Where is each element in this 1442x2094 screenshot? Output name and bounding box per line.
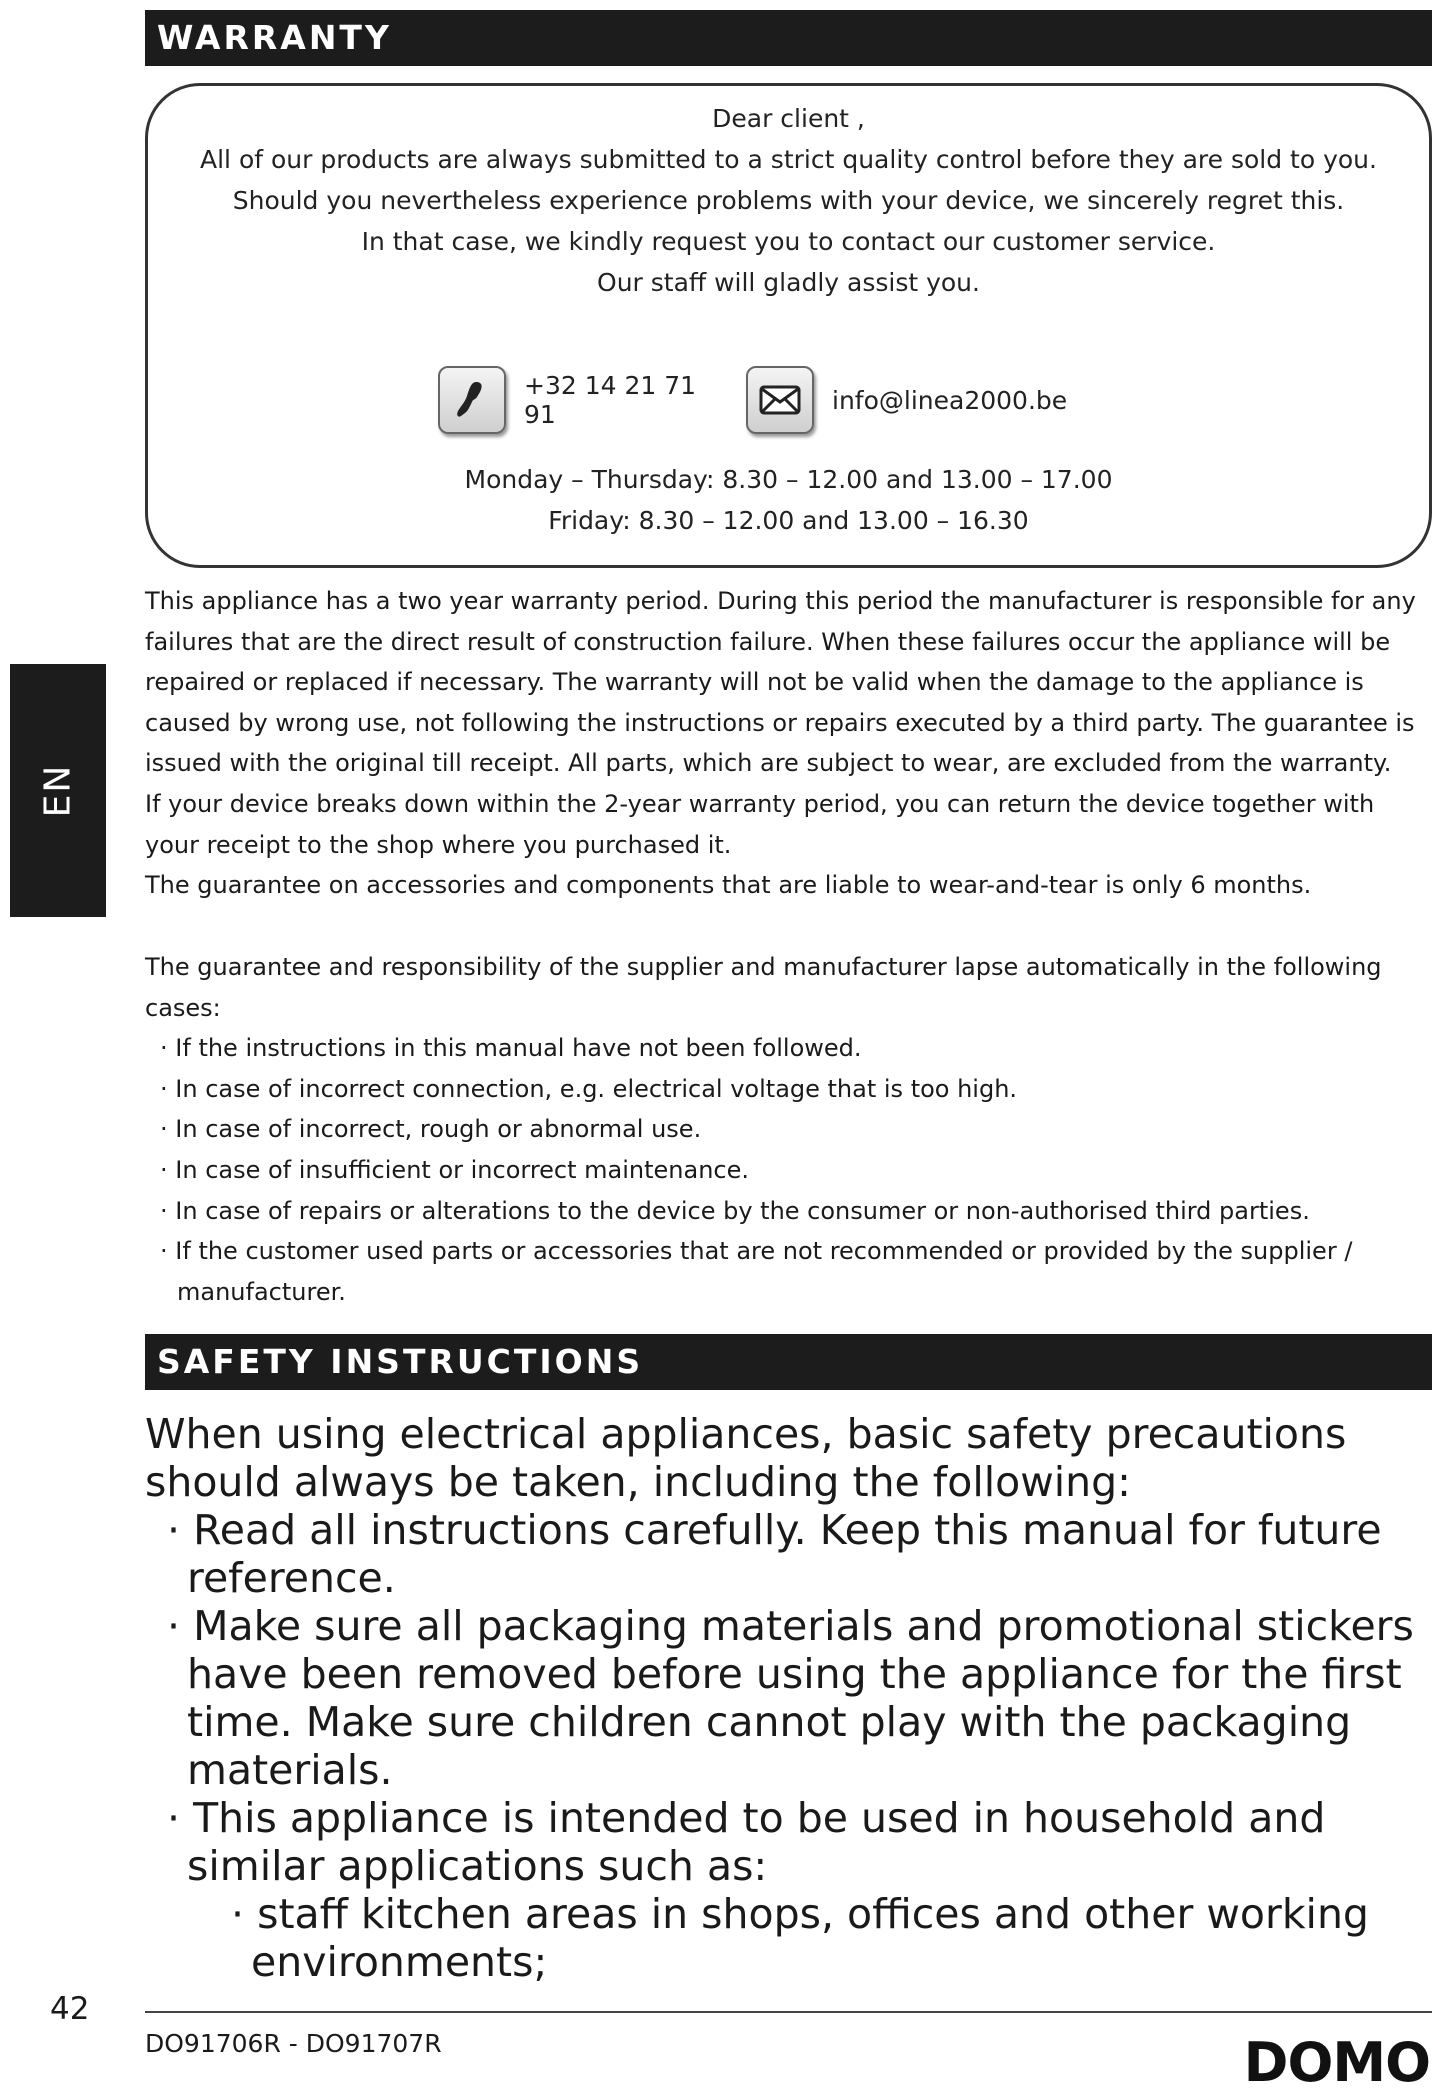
lapse-intro: The guarantee and responsibility of the supplier and manufacturer lapse automatically in the following cases: (145, 953, 1382, 1022)
opening-hours (148, 459, 1429, 541)
warranty-paragraph: The guarantee on accessories and components that are liable to wear-and-tear is only 6 months. (145, 871, 1312, 900)
brand-logo: DOMO (1243, 2031, 1430, 2094)
safety-intro-text: When using electrical appliances, basic safety precautions should always be taken, including the following: (145, 1410, 1347, 1506)
hours-line: Friday: 8.30 – 12.00 and 13.00 – 16.30 (548, 506, 1029, 535)
warranty-paragraph: If your device breaks down within the 2-year warranty period, you can return the device together with your receipt to the shop where you purchased it. (145, 789, 1375, 859)
warranty-lapse-section (145, 947, 1430, 1312)
email-address[interactable]: info@linea2000.be (832, 385, 1068, 415)
email-icon (746, 366, 814, 434)
safety-section-title: SAFETY INSTRUCTIONS (145, 1334, 1432, 1390)
language-tab (10, 664, 106, 917)
list-item: · If the customer used parts or accessories that are not recommended or provided by the supplier / manufacturer. (160, 1237, 1353, 1306)
list-item: · Read all instructions carefully. Keep this manual for future reference. (167, 1506, 1382, 1602)
model-code: DO91706R - DO91707R (145, 2029, 442, 2058)
safety-sublist (145, 1890, 1435, 1986)
contact-row (438, 366, 1067, 434)
footer-divider (145, 2011, 1432, 2013)
customer-service-box (145, 83, 1432, 568)
language-label: EN (37, 763, 79, 818)
hours-line: Monday – Thursday: 8.30 – 12.00 and 13.00 – 17.00 (464, 465, 1113, 494)
message-line: Our staff will gladly assist you. (597, 268, 980, 297)
list-item: · In case of incorrect, rough or abnormal use. (160, 1115, 702, 1144)
warranty-terms (145, 581, 1430, 906)
warranty-section-title: WARRANTY (145, 10, 1432, 66)
list-item: · staff kitchen areas in shops, offices and other working environments; (231, 1890, 1369, 1986)
list-item: · This appliance is intended to be used in household and similar applications such as: (167, 1794, 1326, 1890)
safety-instructions (145, 1410, 1435, 1986)
list-item: · If the instructions in this manual have not been followed. (160, 1034, 862, 1063)
safety-list (145, 1506, 1435, 1890)
message-line: Should you nevertheless experience problems with your device, we sincerely regret this. (232, 186, 1345, 215)
warranty-paragraph: This appliance has a two year warranty period. During this period the manufacturer is responsible for any failures that are the direct result of construction failure. When these failures occur the appliance will be repaired or replaced if necessary. The warranty will not be valid when the damage to the appliance is caused by wrong use, not following the instructions or repairs executed by a third party. The guarantee is issued with the original till receipt. All parts, which are subject to wear, are excluded from the warranty. (145, 587, 1416, 778)
phone-icon (438, 366, 506, 434)
message-line: All of our products are always submitted to a strict quality control before they are sold to you. (200, 145, 1377, 174)
message-line: In that case, we kindly request you to contact our customer service. (361, 227, 1216, 256)
list-item: · In case of insufficient or incorrect maintenance. (160, 1155, 750, 1184)
list-item: · Make sure all packaging materials and promotional stickers have been removed before using the appliance for the first time. Make sure children cannot play with the packaging materials. (167, 1602, 1414, 1794)
lapse-list (145, 1028, 1430, 1312)
page-number: 42 (50, 1991, 90, 2027)
list-item: · In case of incorrect connection, e.g. electrical voltage that is too high. (160, 1074, 1018, 1103)
phone-number[interactable]: +32 14 21 71 91 (524, 371, 697, 429)
list-item: · In case of repairs or alterations to the device by the consumer or non-authorised third parties. (160, 1196, 1310, 1225)
customer-service-message (148, 98, 1429, 303)
message-line: Dear client , (712, 104, 865, 133)
